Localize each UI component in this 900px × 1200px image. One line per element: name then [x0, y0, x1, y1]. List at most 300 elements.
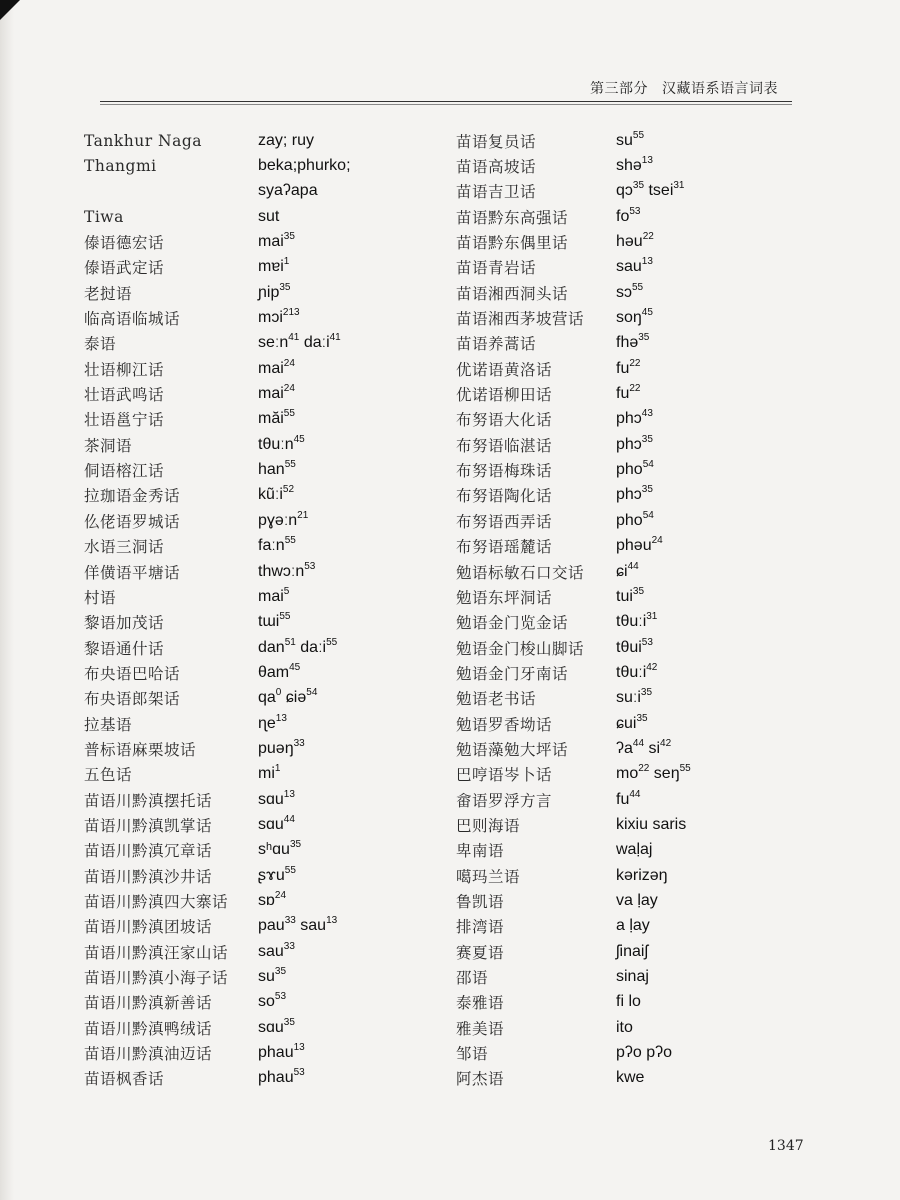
language-name: 泰语: [84, 335, 117, 354]
language-name: 壮语邕宁话: [84, 411, 165, 430]
tone-number: 44: [632, 737, 645, 749]
word-form: kũːi$^{52}$: [258, 484, 295, 504]
word-form: sau$^{33}$: [258, 940, 295, 960]
language-name: 布努语临湛话: [456, 436, 553, 455]
word-form: phɔ$^{43}$: [616, 408, 653, 428]
word-form: $mi^1$: [258, 763, 281, 783]
word-form: ɕui$^{35}$: [616, 712, 648, 732]
word-form: sɑu$^{13}$: [258, 788, 295, 808]
language-name: 排湾语: [456, 918, 505, 937]
word-form: pʔo pʔo: [616, 1044, 673, 1062]
word-form: mɔi$^{213}$: [258, 307, 300, 327]
word-form: pau$^{33}$ sau$^{13}$: [258, 915, 338, 935]
tone-number: 55: [632, 129, 645, 141]
language-name: 布央语郎架话: [84, 690, 181, 709]
page-number: 1347: [768, 1138, 804, 1154]
language-name: 苗语川黔滇冗章话: [84, 842, 213, 861]
entry-row: [84, 762, 351, 787]
entry-row: [456, 204, 691, 229]
word-form: mɐi$^1$: [258, 256, 290, 276]
language-name: 拉珈语金秀话: [84, 487, 181, 506]
word-form: sinaj: [616, 968, 649, 986]
entry-row: [84, 863, 351, 888]
tone-number: 54: [642, 509, 654, 521]
language-name: 布努语瑶麓话: [456, 538, 553, 557]
word-form: phɔ$^{35}$: [616, 433, 653, 453]
entry-row: [84, 356, 351, 381]
word-form: ito: [616, 1018, 633, 1036]
right-column: [456, 128, 691, 1091]
language-name: 鲁凯语: [456, 892, 505, 911]
tone-number: 13: [641, 155, 653, 167]
entry-row: [84, 584, 351, 609]
language-name: 勉语金门牙南话: [456, 664, 569, 683]
header-rule-secondary: [100, 104, 792, 105]
word-form: sɑu$^{44}$: [258, 813, 295, 833]
entry-row: [84, 888, 351, 913]
entry-row: [84, 686, 351, 711]
entry-row: [456, 1066, 691, 1091]
language-name: 布央语巴哈话: [84, 664, 181, 683]
entry-row: [84, 711, 351, 736]
entry-row: [456, 508, 691, 533]
entry-row: [456, 964, 691, 989]
tone-number: 35: [283, 231, 295, 243]
tone-number: 53: [293, 1067, 305, 1079]
entry-row: [84, 736, 351, 761]
tone-number: 213: [282, 307, 300, 319]
entry-row: [456, 407, 691, 432]
language-name: 优诺语柳田话: [456, 386, 553, 405]
tone-number: 35: [274, 966, 287, 978]
word-form: thwɔːn$^{53}$: [258, 560, 316, 580]
language-name: 壮语柳江话: [84, 360, 165, 379]
entry-row: [84, 559, 351, 584]
tone-number: 51: [284, 636, 296, 648]
language-name: 佯僙语平塘话: [84, 563, 181, 582]
language-name: 勉语标敏石口交话: [456, 563, 585, 582]
word-form: suːi$^{35}$: [616, 687, 653, 707]
language-name: 畲语罗浮方言: [456, 791, 553, 810]
word-form: $fu^{44}$: [616, 788, 641, 808]
word-form: $fu^{22}$: [616, 357, 641, 377]
tone-number: 45: [289, 661, 301, 673]
entry-row: [84, 990, 351, 1015]
word-form: phɔ$^{35}$: [616, 484, 653, 504]
language-name: 黎语加茂话: [84, 614, 165, 633]
entry-row: [84, 508, 351, 533]
tone-number: 22: [642, 231, 654, 243]
entry-row: [456, 128, 691, 153]
language-name: Tankhur Naga: [84, 131, 203, 150]
tone-number: 45: [641, 307, 653, 319]
entry-row: [456, 888, 691, 913]
word-form: va ḷay: [616, 891, 658, 909]
language-name: 临高语临城话: [84, 310, 181, 329]
entry-row: [456, 686, 691, 711]
entry-row: [456, 153, 691, 178]
language-name: 苗语湘西茅坡营话: [456, 310, 585, 329]
word-form: tθui$^{53}$: [616, 636, 653, 656]
word-form: sʰɑu$^{35}$: [258, 839, 302, 859]
language-name: 苗语川黔滇小海子话: [84, 969, 229, 988]
word-form: waḷaj: [616, 841, 653, 859]
word-form: han$^{55}$: [258, 459, 296, 479]
word-form: soŋ$^{45}$: [616, 307, 653, 327]
tone-number: 53: [629, 205, 641, 217]
tone-number: 54: [642, 459, 654, 471]
header-rule: [100, 101, 792, 102]
language-name: 巴则海语: [456, 816, 521, 835]
tone-number: 35: [283, 1016, 295, 1028]
tone-number: 13: [293, 1042, 305, 1054]
language-name: 苗语川黔滇凯掌话: [84, 816, 213, 835]
tone-number: 24: [283, 383, 295, 395]
tone-number: 35: [289, 839, 302, 851]
tone-number: 22: [638, 763, 650, 775]
entry-row: [84, 153, 351, 178]
language-name: 侗语榕江话: [84, 462, 165, 481]
entry-row: [84, 939, 351, 964]
tone-number: 41: [288, 332, 300, 344]
entry-row: [456, 305, 691, 330]
running-header: [590, 78, 790, 98]
tone-number: 55: [284, 459, 296, 471]
word-form: măi$^{55}$: [258, 408, 295, 428]
tone-number: 35: [641, 484, 653, 496]
language-name: 老挝语: [84, 284, 133, 303]
language-name: 布努语西弄话: [456, 512, 553, 531]
tone-number: 13: [641, 256, 653, 268]
tone-number: 44: [283, 813, 295, 825]
language-name: 噶玛兰语: [456, 867, 521, 886]
entry-row: [456, 457, 691, 482]
tone-number: 35: [632, 585, 645, 597]
tone-number: 53: [641, 636, 653, 648]
entry-row: [456, 483, 691, 508]
language-name: 苗语川黔滇汪家山话: [84, 943, 229, 962]
word-form: $su^{35}$: [258, 966, 287, 986]
entry-row: [84, 229, 351, 254]
tone-number: 33: [293, 737, 305, 749]
entry-row: [456, 356, 691, 381]
tone-number: 55: [679, 763, 691, 775]
word-form: sau$^{13}$: [616, 256, 653, 276]
tone-number: 33: [283, 940, 295, 952]
entry-row: [456, 863, 691, 888]
language-name: 邹语: [456, 1045, 489, 1064]
entry-row: [456, 179, 691, 204]
word-form: phau$^{13}$: [258, 1042, 305, 1062]
tone-number: 0: [275, 687, 282, 699]
entry-row: [456, 635, 691, 660]
word-form: puəŋ$^{33}$: [258, 737, 305, 757]
word-form: sɑu$^{35}$: [258, 1016, 295, 1036]
word-form: shə$^{13}$: [616, 155, 653, 175]
language-name: 黎语通什话: [84, 639, 165, 658]
word-form: mai$^{24}$: [258, 383, 295, 403]
tone-number: 22: [629, 357, 641, 369]
language-name: 勉语东坪洞话: [456, 588, 553, 607]
entry-row: [84, 255, 351, 280]
left-column: [84, 128, 351, 1091]
word-form: qɔ$^{35}$ tsei$^{31}$: [616, 180, 685, 200]
entry-row: [84, 964, 351, 989]
language-name: 苗语川黔滇新善话: [84, 994, 213, 1013]
language-name: 雅美语: [456, 1019, 505, 1038]
entry-row: [456, 736, 691, 761]
word-form: ɲip$^{35}$: [258, 281, 291, 301]
tone-number: 33: [284, 915, 296, 927]
language-name: 卑南语: [456, 842, 505, 861]
entry-row: [456, 1040, 691, 1065]
entry-row: [84, 660, 351, 685]
entry-row: [84, 305, 351, 330]
entry-row: [84, 432, 351, 457]
tone-number: 13: [275, 712, 287, 724]
entry-row: [456, 838, 691, 863]
word-form: a ḷay: [616, 917, 650, 935]
language-name: 苗语复员话: [456, 132, 537, 151]
word-form: mai$^5$: [258, 585, 290, 605]
word-form: ʂɤu$^{55}$: [258, 864, 296, 884]
tone-number: 35: [636, 712, 648, 724]
word-form: sut: [258, 207, 280, 225]
tone-number: 44: [627, 560, 639, 572]
tone-number: 31: [646, 611, 658, 623]
word-form: fi lo: [616, 993, 641, 1011]
entry-row: [84, 179, 351, 204]
entry-row: [84, 457, 351, 482]
tone-number: 24: [274, 889, 287, 901]
entry-row: [456, 812, 691, 837]
header-part: 第三部分: [590, 81, 648, 97]
tone-number: 43: [641, 408, 653, 420]
header-title: 汉藏语系语言词表: [662, 81, 778, 97]
entry-row: [84, 812, 351, 837]
language-name: 水语三洞话: [84, 538, 165, 557]
language-name: 勉语藻勉大坪话: [456, 740, 569, 759]
word-form: tθuːi$^{31}$: [616, 611, 658, 631]
entry-row: [84, 1015, 351, 1040]
tone-number: 13: [326, 915, 338, 927]
word-form: tθuːn$^{45}$: [258, 433, 305, 453]
language-name: 赛夏语: [456, 943, 505, 962]
tone-number: 54: [306, 687, 318, 699]
entry-row: [84, 280, 351, 305]
tone-number: 44: [629, 788, 641, 800]
word-form: tɯi$^{55}$: [258, 611, 291, 631]
tone-number: 55: [283, 408, 295, 420]
tone-number: 35: [638, 332, 650, 344]
tone-number: 53: [304, 560, 316, 572]
language-name: 勉语金门览金话: [456, 614, 569, 633]
word-form: tθuːi$^{42}$: [616, 661, 658, 681]
entry-row: [456, 280, 691, 305]
language-name: 邵语: [456, 969, 489, 988]
entry-row: [84, 787, 351, 812]
language-name: 苗语青岩话: [456, 259, 537, 278]
word-form: dan$^{51}$ daːi$^{55}$: [258, 636, 338, 656]
language-name: 傣语德宏话: [84, 234, 165, 253]
tone-number: 45: [293, 433, 305, 445]
entry-row: [456, 559, 691, 584]
language-name: 苗语川黔滇团坡话: [84, 918, 213, 937]
language-name: 苗语川黔滇鸭绒话: [84, 1019, 213, 1038]
word-form: pho$^{54}$: [616, 509, 654, 529]
entry-row: [456, 914, 691, 939]
entry-row: [456, 711, 691, 736]
language-name: 拉基语: [84, 715, 133, 734]
language-name: 苗语黔东偶里话: [456, 234, 569, 253]
tone-number: 55: [326, 636, 338, 648]
word-form: mai$^{24}$: [258, 357, 295, 377]
word-form: pɣəːn$^{21}$: [258, 509, 309, 529]
word-form: $fo^{53}$: [616, 205, 641, 225]
tone-number: 35: [641, 433, 653, 445]
entry-row: [84, 381, 351, 406]
word-form: $mo^{22}$ seŋ$^{55}$: [616, 763, 691, 783]
language-name: Thangmi: [84, 157, 157, 176]
entry-row: [84, 128, 351, 153]
word-form: syaʔapa: [258, 182, 318, 200]
word-form: pho$^{54}$: [616, 459, 654, 479]
word-form: zay; ruy: [258, 131, 315, 149]
word-form: ɳe$^{13}$: [258, 712, 287, 732]
tone-number: 35: [640, 687, 653, 699]
word-form: ʔa$^{44}$ $si^{42}$: [616, 737, 672, 757]
word-form: $so^{53}$: [258, 991, 287, 1011]
corner-mark: [0, 0, 20, 20]
language-name: 壮语武鸣话: [84, 386, 165, 405]
entry-row: [456, 432, 691, 457]
language-name: 五色话: [84, 766, 133, 785]
entry-row: [456, 331, 691, 356]
entry-row: [84, 483, 351, 508]
language-name: 阿杰语: [456, 1070, 505, 1089]
word-form: kixiu saris: [616, 815, 687, 833]
entry-row: [84, 407, 351, 432]
tone-number: 42: [646, 661, 658, 673]
language-name: 优诺语黄洛话: [456, 360, 553, 379]
tone-number: 53: [274, 991, 287, 1003]
language-name: 布努语梅珠话: [456, 462, 553, 481]
entry-row: [84, 1066, 351, 1091]
entry-row: [84, 838, 351, 863]
language-name: 村语: [84, 588, 117, 607]
language-name: 仫佬语罗城话: [84, 512, 181, 531]
language-name: 布努语大化话: [456, 411, 553, 430]
word-form: ʃinaiʃ: [616, 942, 649, 960]
entry-row: [84, 534, 351, 559]
word-form: beka;phurko;: [258, 157, 351, 175]
entry-row: [84, 204, 351, 229]
entry-row: [84, 1040, 351, 1065]
word-form: faːn$^{55}$: [258, 535, 296, 555]
tone-number: 22: [629, 383, 641, 395]
word-form: fhə$^{35}$: [616, 332, 650, 352]
word-form: kərizəŋ: [616, 866, 668, 884]
language-name: 苗语川黔滇四大寨话: [84, 892, 229, 911]
tone-number: 55: [284, 535, 296, 547]
entry-row: [456, 939, 691, 964]
word-form: sɔ$^{55}$: [616, 281, 644, 301]
tone-number: 5: [283, 585, 290, 597]
entry-row: [456, 787, 691, 812]
language-name: Tiwa: [84, 207, 124, 226]
language-name: 苗语枫香话: [84, 1070, 165, 1089]
entry-row: [456, 534, 691, 559]
tone-number: 52: [282, 484, 295, 496]
language-name: 苗语湘西洞头话: [456, 284, 569, 303]
tone-number: 42: [660, 737, 672, 749]
tone-number: 35: [279, 281, 291, 293]
language-name: 勉语老书话: [456, 690, 537, 709]
word-form: $su^{55}$: [616, 129, 645, 149]
tone-number: 55: [284, 864, 296, 876]
page-gutter-shadow: [0, 0, 14, 1200]
tone-number: 41: [329, 332, 341, 344]
language-name: 泰雅语: [456, 994, 505, 1013]
entry-row: [84, 914, 351, 939]
language-name: 苗语川黔滇摆托话: [84, 791, 213, 810]
entry-row: [456, 584, 691, 609]
entry-row: [456, 255, 691, 280]
word-form: tui$^{35}$: [616, 585, 645, 605]
tone-number: 24: [283, 357, 295, 369]
word-form: $qa^0$ ɕiə$^{54}$: [258, 687, 318, 707]
language-name: 勉语金门梭山脚话: [456, 639, 585, 658]
language-name: 巴哼语岑卜话: [456, 766, 553, 785]
tone-number: 31: [673, 180, 685, 192]
language-name: 苗语养蒿话: [456, 335, 537, 354]
word-form: θam$^{45}$: [258, 661, 301, 681]
entry-row: [456, 1015, 691, 1040]
tone-number: 55: [279, 611, 291, 623]
word-form: ɕi$^{44}$: [616, 560, 639, 580]
entry-row: [456, 762, 691, 787]
word-form: kwe: [616, 1069, 645, 1087]
language-name: 苗语黔东高强话: [456, 208, 569, 227]
word-form: seːn$^{41}$ daːi$^{41}$: [258, 332, 341, 352]
language-name: 布努语陶化话: [456, 487, 553, 506]
tone-number: 24: [651, 535, 663, 547]
word-form: phau$^{53}$: [258, 1067, 305, 1087]
word-form: $fu^{22}$: [616, 383, 641, 403]
word-form: mai$^{35}$: [258, 231, 295, 251]
entry-row: [84, 610, 351, 635]
word-form: həu$^{22}$: [616, 231, 654, 251]
entry-row: [456, 381, 691, 406]
tone-number: 1: [283, 256, 290, 268]
word-form: phəu$^{24}$: [616, 535, 663, 555]
language-name: 傣语武定话: [84, 259, 165, 278]
tone-number: 55: [632, 281, 644, 293]
language-name: 苗语高坡话: [456, 158, 537, 177]
language-name: 苗语吉卫话: [456, 183, 537, 202]
entry-row: [456, 990, 691, 1015]
entry-row: [84, 331, 351, 356]
tone-number: 21: [297, 509, 309, 521]
language-name: 苗语川黔滇沙井话: [84, 867, 213, 886]
language-name: 勉语罗香坳话: [456, 715, 553, 734]
tone-number: 1: [274, 763, 281, 775]
tone-number: 13: [283, 788, 295, 800]
language-name: 苗语川黔滇油迈话: [84, 1045, 213, 1064]
entry-row: [84, 635, 351, 660]
entry-row: [456, 660, 691, 685]
tone-number: 35: [632, 180, 645, 192]
